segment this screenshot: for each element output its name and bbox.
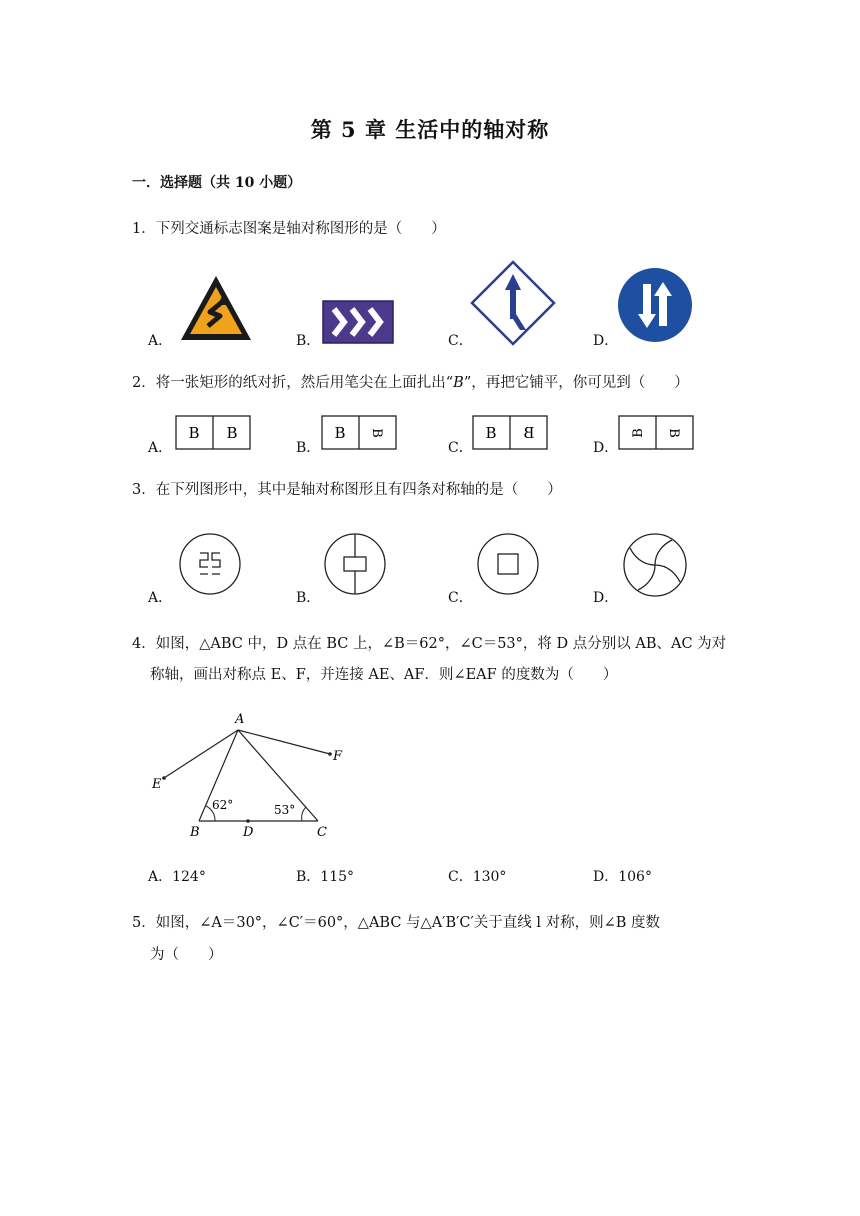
folded-paper-figure-c	[472, 415, 548, 451]
option-label: C．130°	[448, 869, 507, 885]
question-3	[132, 480, 562, 500]
option-label: A．	[148, 440, 173, 456]
vertex-label-c: C	[317, 825, 327, 840]
question-text: 在下列图形中，其中是轴对称图形且有四条对称轴的是（ ）	[155, 482, 562, 498]
option-label: A．	[148, 333, 173, 349]
circle-figure-c	[476, 532, 540, 596]
vertex-label-d: D	[243, 825, 254, 840]
vertex-label-b: B	[190, 825, 200, 840]
folded-paper-figure-d	[618, 415, 694, 451]
option-label: D．106°	[593, 869, 652, 885]
question-number: 3．	[132, 482, 156, 498]
question-number: 5．	[132, 915, 156, 931]
triangle-figure	[148, 706, 358, 842]
paper-letter: B	[631, 428, 646, 438]
paper-letter: B	[523, 424, 535, 442]
vertex-label-f: F	[333, 749, 343, 764]
circle-figure-a	[178, 532, 242, 596]
paper-letter: B	[188, 424, 200, 442]
question-5-line-2: 为（ ）	[150, 947, 223, 963]
merge-diamond-sign-icon	[470, 260, 556, 346]
question-5	[132, 913, 660, 933]
section-heading: 一．选择题（共 10 小题）	[132, 175, 302, 191]
two-way-traffic-sign-icon	[616, 266, 694, 344]
option-label: C．	[448, 590, 473, 606]
question-text: 将一张矩形的纸对折，然后用笔尖在上面扎出“	[155, 375, 454, 391]
question-text-italic: B	[453, 375, 464, 391]
zigzag-road-sign-icon	[178, 272, 254, 344]
option-label: B．	[296, 590, 321, 606]
option-label: B．	[296, 440, 321, 456]
question-2	[132, 373, 689, 393]
question-number: 1．	[132, 221, 156, 237]
option-label: D．	[593, 440, 619, 456]
question-text: ”，再把它铺平，你可见到（ ）	[463, 375, 689, 391]
chevron-sign-icon	[322, 300, 394, 344]
question-1	[132, 219, 446, 239]
question-4-line-2: 称轴，画出对称点 E、F，并连接 AE、AF．则∠EAF 的度数为（ ）	[150, 667, 618, 683]
question-number: 4．	[132, 636, 156, 652]
paper-letter: B	[666, 428, 681, 438]
option-label: D．	[593, 590, 619, 606]
paper-letter: B	[226, 424, 238, 442]
vertex-label-e: E	[152, 777, 162, 792]
question-4	[132, 634, 726, 654]
question-text: 如图，△ABC 中，D 点在 BC 上，∠B＝62°，∠C＝53°，将 D 点分别以 AB、AC 为对	[155, 636, 727, 652]
vertex-label-a: A	[235, 712, 245, 727]
question-text: 如图，∠A＝30°，∠C′＝60°，△ABC 与△A′B′C′关于直线 l 对称，则∠B 度数	[155, 915, 661, 931]
circle-figure-b	[323, 532, 387, 596]
question-number: 2．	[132, 375, 156, 391]
option-label: C．	[448, 333, 473, 349]
question-text: 下列交通标志图案是轴对称图形的是（ ）	[155, 221, 446, 237]
folded-paper-figure-a	[175, 415, 251, 451]
option-label: B．	[296, 333, 321, 349]
angle-label-c: 53°	[274, 803, 296, 817]
option-label: C．	[448, 440, 473, 456]
angle-label-b: 62°	[212, 798, 234, 812]
circle-figure-d	[622, 532, 688, 598]
option-label: D．	[593, 333, 619, 349]
paper-letter: B	[334, 424, 346, 442]
page-title: 第 5 章 生活中的轴对称	[310, 117, 550, 142]
option-label: A．	[148, 590, 173, 606]
option-label: A．124°	[148, 869, 206, 885]
option-label: B．115°	[296, 869, 355, 885]
paper-letter: B	[485, 424, 497, 442]
folded-paper-figure-b	[321, 415, 397, 451]
paper-letter: B	[369, 428, 384, 438]
